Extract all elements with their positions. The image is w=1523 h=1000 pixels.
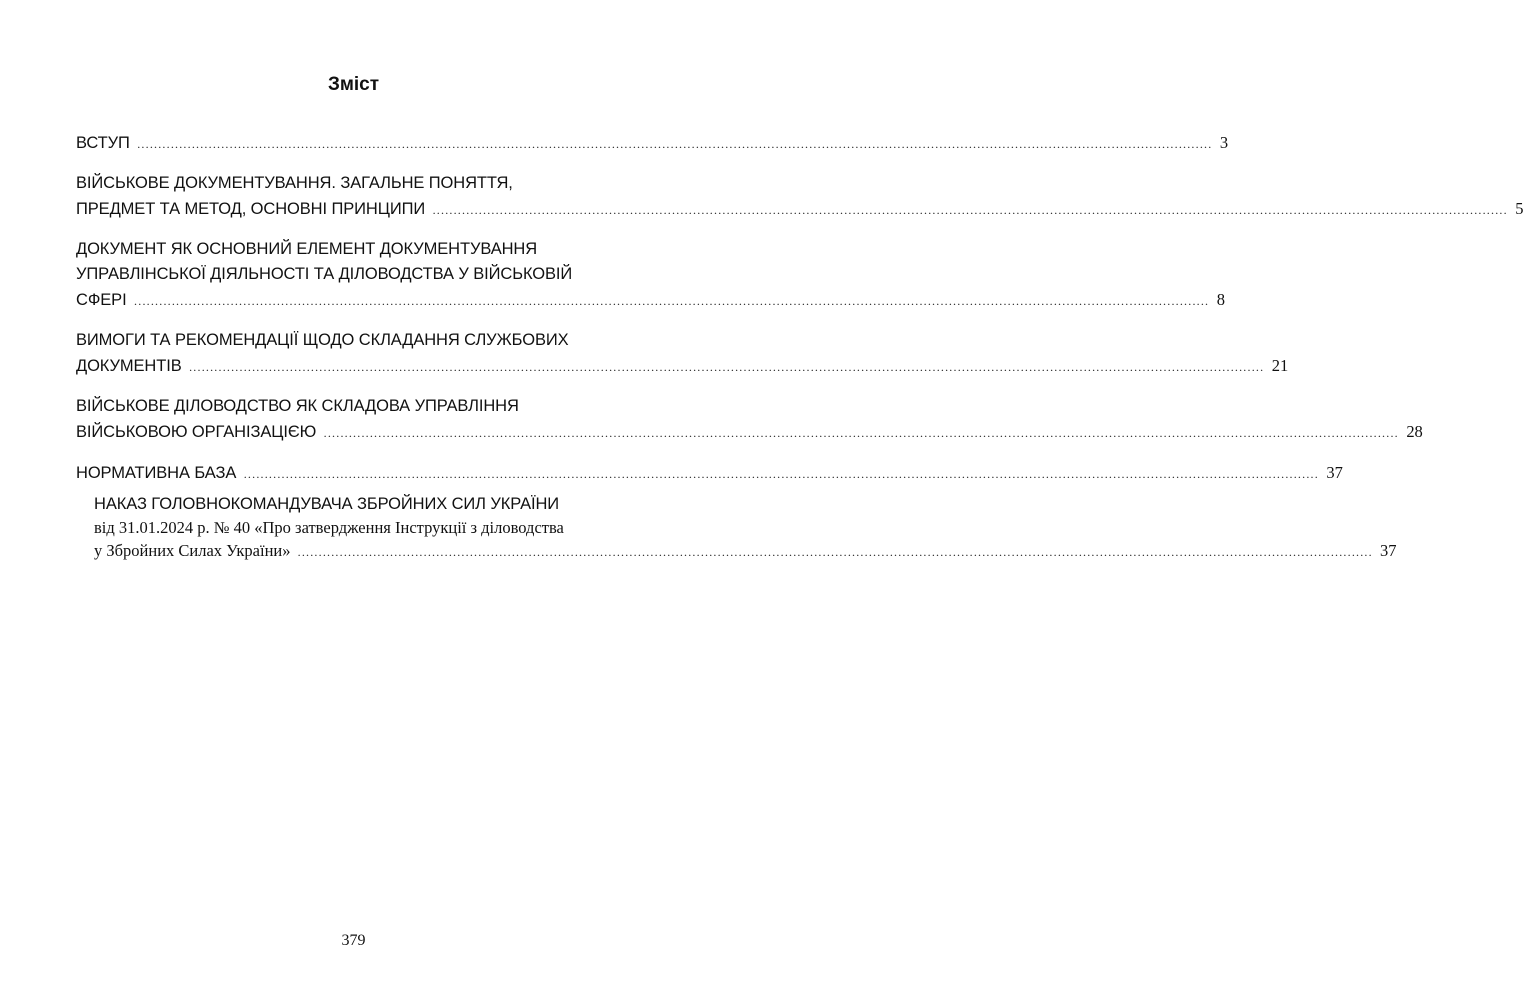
- dot-leader: [134, 294, 1209, 308]
- toc-entry-intro[interactable]: [76, 130, 1229, 157]
- toc-entry-line: ВСТУП: [76, 134, 130, 152]
- toc-entry-line: ВІЙСЬКОВЕ ДОКУМЕНТУВАННЯ. ЗАГАЛЬНЕ ПОНЯТТЯ,: [76, 174, 513, 192]
- toc-page-number: 21: [1271, 356, 1289, 375]
- dot-leader: [244, 467, 1319, 481]
- toc-entry-regulatory-base[interactable]: [76, 460, 1343, 487]
- dot-leader: [324, 426, 1399, 440]
- toc-page-number: 5: [1515, 199, 1523, 218]
- dot-leader: [189, 360, 1264, 374]
- page-number: 379: [341, 932, 366, 949]
- toc-entry-line: у Збройних Силах України»: [94, 541, 291, 560]
- toc-entry-line: ДОКУМЕНТ ЯК ОСНОВНИЙ ЕЛЕМЕНТ ДОКУМЕНТУВАННЯ: [76, 240, 538, 258]
- toc-page-number: 3: [1219, 133, 1229, 152]
- toc-entry-line: УПРАВЛІНСЬКОЇ ДІЯЛЬНОСТІ ТА ДІЛОВОДСТВА У ВІЙСЬКОВІЙ: [76, 265, 573, 283]
- toc-entry-military-documentation[interactable]: [76, 171, 1523, 223]
- toc-entry-line: від 31.01.2024 р. № 40 «Про затвердження Інструкції з діловодства: [94, 518, 564, 537]
- toc-entry-line: НАКАЗ ГОЛОВНОКОМАНДУВАЧА ЗБРОЙНИХ СИЛ УКРАЇНИ: [94, 495, 560, 513]
- toc-entry-line: ПРЕДМЕТ ТА МЕТОД, ОСНОВНІ ПРИНЦИПИ: [76, 200, 426, 218]
- toc-entry-line: ВІЙСЬКОВЕ ДІЛОВОДСТВО ЯК СКЛАДОВА УПРАВЛІННЯ: [76, 397, 519, 415]
- toc-page-number: 37: [1326, 463, 1343, 482]
- table-of-contents: [76, 130, 1523, 578]
- toc-entry-requirements[interactable]: [76, 328, 1289, 380]
- toc-entry-line: НОРМАТИВНА БАЗА: [76, 464, 237, 482]
- dot-leader: [137, 137, 1212, 151]
- toc-page-number: 8: [1216, 290, 1225, 309]
- toc-page-number: 37: [1379, 541, 1397, 560]
- toc-page-number: 28: [1406, 422, 1423, 441]
- toc-entry-line: СФЕРІ: [76, 291, 127, 309]
- toc-heading: Зміст: [327, 74, 380, 95]
- toc-entry-records-management[interactable]: [76, 394, 1423, 446]
- toc-entry-line: ДОКУМЕНТІВ: [76, 357, 182, 375]
- dot-leader: [298, 545, 1373, 559]
- toc-entry-line: ВІЙСЬКОВОЮ ОРГАНІЗАЦІЄЮ: [76, 423, 317, 441]
- toc-entry-document-element[interactable]: [76, 237, 1225, 314]
- dot-leader: [433, 203, 1508, 217]
- toc-entry-line: ВИМОГИ ТА РЕКОМЕНДАЦІЇ ЩОДО СКЛАДАННЯ СЛУЖБОВИХ: [76, 331, 569, 349]
- toc-subentry-order[interactable]: [94, 493, 1397, 564]
